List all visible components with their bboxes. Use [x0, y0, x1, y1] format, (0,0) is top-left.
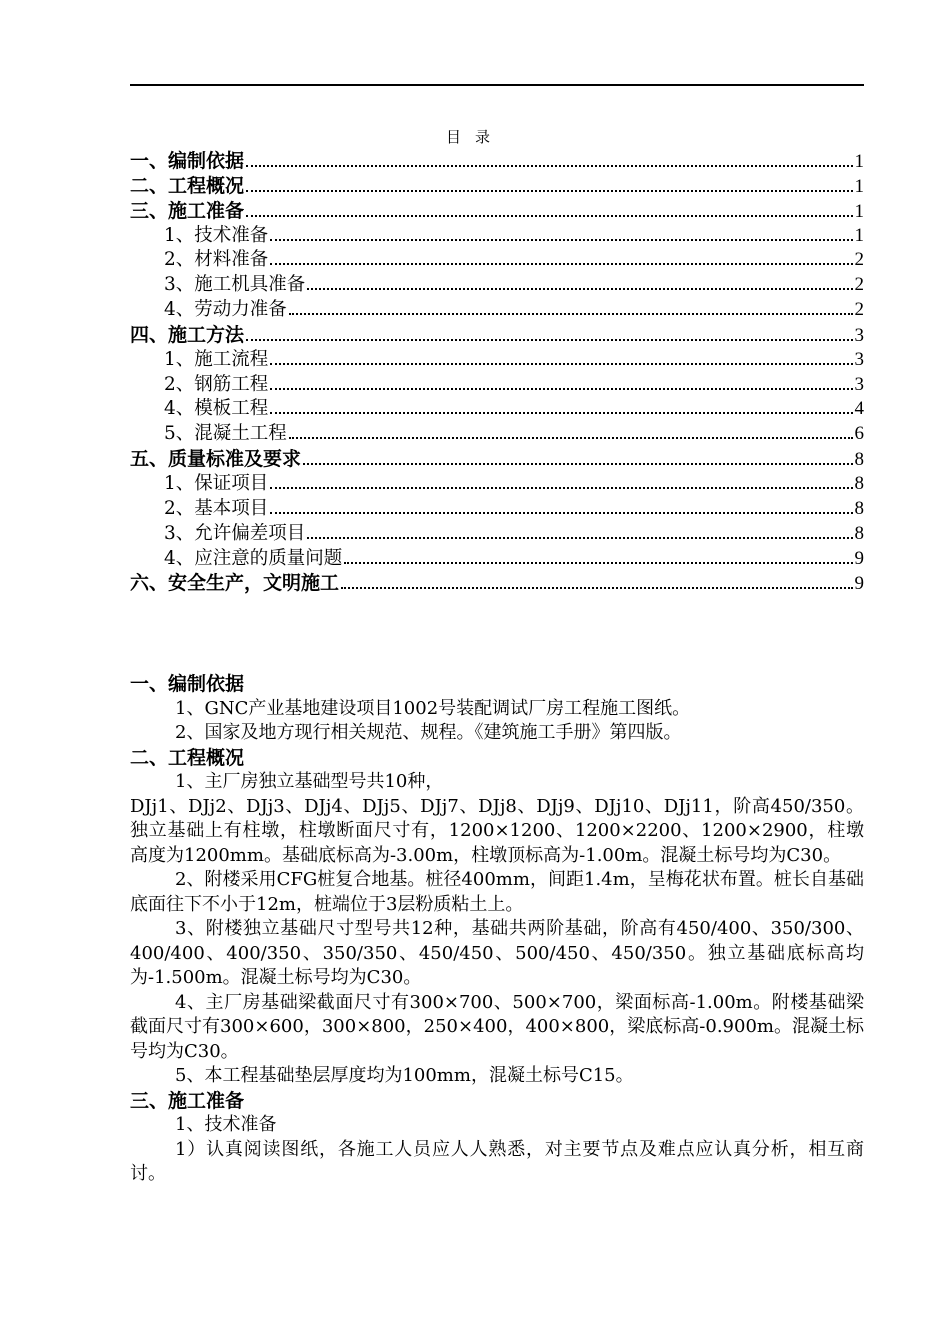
toc-entry-title: 2、材料准备: [164, 249, 269, 271]
toc-entry-page: 1: [854, 151, 864, 172]
toc-leader-dots: [270, 387, 852, 390]
toc-entry-page: 8: [854, 472, 864, 494]
toc-entry-title: 2、基本项目: [164, 497, 269, 519]
toc-entry-title: 5、混凝土工程: [164, 423, 287, 445]
toc-leader-dots: [289, 436, 853, 439]
toc-leader-dots: [246, 338, 852, 341]
toc-leader-dots: [270, 511, 852, 514]
paragraph: 3、附楼独立基础尺寸型号共12种，基础共两阶基础，阶高有450/400、350/300、400/400、400/350、350/350、450/450、500/450、450/350。独立基础底标高均为-1.500m。混凝土标号均为C30。: [130, 918, 864, 988]
toc-entry[interactable]: [130, 422, 864, 447]
toc-leader-dots: [289, 312, 853, 315]
paragraph: 4、主厂房基础梁截面尺寸有300×700、500×700，梁面标高-1.00m。附楼基础梁截面尺寸有300×600，300×800，250×400，400×800，梁底标高-0.900m。混凝土标号均为C30。: [130, 991, 864, 1062]
toc-entry-page: 3: [854, 373, 864, 395]
document-body: [130, 672, 864, 1187]
toc-leader-dots: [270, 262, 852, 265]
toc-entry[interactable]: [130, 149, 864, 174]
toc-entry[interactable]: [130, 497, 864, 522]
toc-entry-title: 2、钢筋工程: [164, 373, 269, 395]
toc-entry[interactable]: [130, 174, 864, 199]
toc-entry[interactable]: [130, 547, 864, 572]
toc-entry[interactable]: [130, 447, 864, 472]
toc-entry[interactable]: [130, 224, 864, 249]
toc-leader-dots: [307, 536, 852, 539]
toc-entry-page: 1: [854, 224, 864, 246]
toc-leader-dots: [246, 214, 852, 217]
toc-entry[interactable]: [130, 472, 864, 497]
toc-entry-title: 1、技术准备: [164, 224, 269, 246]
toc-entry-title: 4、模板工程: [164, 398, 269, 420]
paragraph: 1）认真阅读图纸，各施工人员应人人熟悉，对主要节点及难点应认真分析，相互商讨。: [130, 1138, 864, 1184]
paragraph: 2、国家及地方现行相关规范、规程。《建筑施工手册》第四版。: [175, 722, 682, 743]
toc-title: 目录: [445, 128, 504, 146]
toc-entry-page: 2: [854, 274, 864, 296]
toc-entry[interactable]: [130, 298, 864, 323]
toc-entry-page: 8: [854, 497, 864, 519]
toc-entry[interactable]: [130, 522, 864, 547]
paragraph: 1、GNC产业基地建设项目1002号装配调试厂房工程施工图纸。: [175, 697, 691, 719]
toc-entry[interactable]: [130, 323, 864, 348]
paragraph: 5、本工程基础垫层厚度均为100mm，混凝土标号C15。: [175, 1065, 634, 1086]
header-rule: [130, 84, 864, 86]
section-heading: 一、编制依据: [130, 673, 245, 695]
toc-entry-title: 4、劳动力准备: [164, 299, 287, 321]
toc-entry-page: 8: [854, 522, 864, 544]
toc-leader-dots: [270, 362, 852, 365]
toc-entry-page: 1: [854, 175, 864, 197]
toc-entry-page: 9: [854, 547, 864, 569]
toc-entry-title: 六、安全生产，文明施工: [130, 572, 340, 595]
toc-entry-page: 8: [854, 449, 864, 471]
toc-entry-title: 1、保证项目: [164, 472, 269, 494]
toc-entry[interactable]: [130, 373, 864, 398]
toc-leader-dots: [270, 486, 852, 489]
toc-leader-dots: [246, 164, 852, 167]
toc-entry[interactable]: [130, 348, 864, 373]
toc-entry[interactable]: [130, 248, 864, 273]
toc-entry[interactable]: [130, 571, 864, 596]
toc-entry[interactable]: [130, 199, 864, 224]
toc-leader-dots: [307, 287, 852, 290]
toc-leader-dots: [270, 411, 852, 414]
toc-entry[interactable]: [130, 273, 864, 298]
toc-entry-title: 3、允许偏差项目: [164, 522, 306, 544]
toc-entry-title: 一、编制依据: [130, 150, 245, 172]
section-heading: 三、施工准备: [130, 1089, 245, 1112]
paragraph: 2、附楼采用CFG桩复合地基。桩径400mm，间距1.4m，呈梅花状布置。桩长自基础底面往下不小于12m，桩端位于3层粉质粘土上。: [130, 869, 864, 915]
toc-entry-title: 4、应注意的质量问题: [164, 547, 343, 569]
toc-entry-page: 9: [854, 573, 864, 595]
subsection-heading: 1、技术准备: [175, 1114, 277, 1135]
toc-entry-page: 4: [854, 398, 864, 420]
toc-leader-dots: [246, 189, 852, 192]
toc-entry-page: 6: [854, 423, 864, 445]
toc-entry-page: 2: [854, 249, 864, 271]
paragraph: DJj1、DJj2、DJj3、DJj4、DJj5、DJj7、DJj8、DJj9、DJj10、DJj11，阶高450/350。独立基础上有柱墩，柱墩断面尺寸有，1200×1200、1200×2200、1200×2900，柱墩高度为1200mm。基础底标高为-3.00m，柱墩顶标高为-1.00m。混凝土标号均为C30。: [130, 795, 864, 866]
paragraph: 1、主厂房独立基础型号共10种，: [175, 771, 444, 792]
toc-entry-title: 1、施工流程: [164, 348, 269, 370]
toc-entry-title: 3、施工机具准备: [164, 274, 306, 296]
toc-entry-page: 3: [854, 348, 864, 370]
table-of-contents: [130, 149, 864, 596]
toc-entry-title: 四、施工方法: [130, 323, 245, 346]
section-heading: 二、工程概况: [130, 746, 245, 769]
toc-leader-dots: [341, 586, 852, 589]
toc-entry-title: 三、施工准备: [130, 199, 245, 222]
toc-leader-dots: [270, 238, 852, 241]
toc-entry-page: 3: [854, 324, 864, 346]
toc-entry-title: 二、工程概况: [130, 174, 245, 197]
toc-entry-page: 2: [854, 299, 864, 321]
toc-entry-page: 1: [854, 200, 864, 222]
toc-entry-title: 五、质量标准及要求: [130, 448, 302, 471]
toc-leader-dots: [344, 561, 852, 564]
toc-leader-dots: [303, 462, 852, 465]
toc-entry[interactable]: [130, 397, 864, 422]
